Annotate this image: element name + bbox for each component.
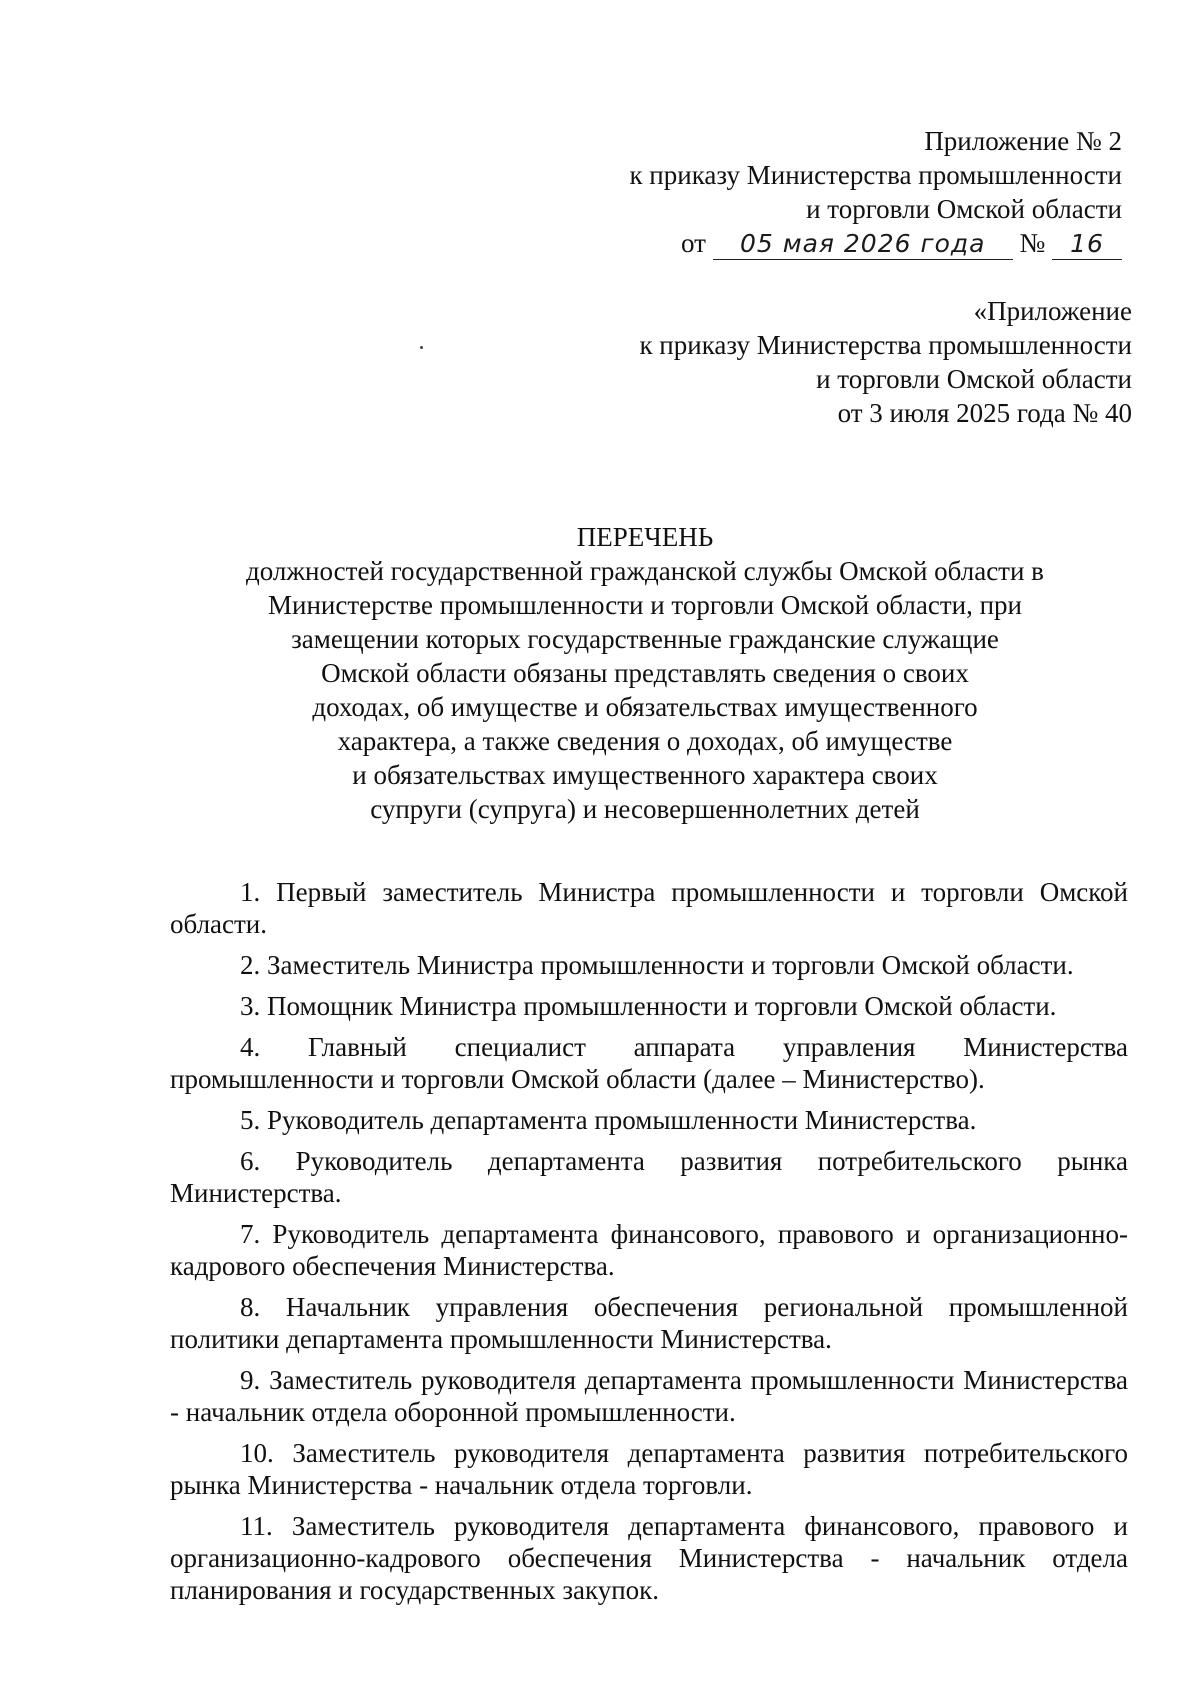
annex-line-3: и торговли Омской области: [806, 194, 1122, 224]
date-prefix: от: [681, 228, 706, 258]
quoted-annex-line-2: к приказу Министерства промышленности: [639, 330, 1132, 360]
title-line: и обязательствах имущественного характера своих: [352, 760, 938, 790]
position-item: 9. Заместитель руководителя департамента промышленности Министерства - начальник отдела оборонной промышленности.: [170, 1365, 1128, 1427]
position-item: 5. Руководитель департамента промышленности Министерства.: [240, 1105, 977, 1135]
annex-title: Приложение № 2: [924, 126, 1122, 156]
title-line: супруги (супруга) и несовершеннолетних детей: [370, 794, 920, 824]
handwritten-date: 05 мая 2026 года: [713, 229, 1013, 260]
document-heading: ПЕРЕЧЕНЬ: [576, 522, 714, 552]
position-item: 4. Главный специалист аппарата управления Министерства промышленности и торговли Омской области (далее – Министерство).: [170, 1032, 1128, 1094]
quoted-annex-line-3: и торговли Омской области: [816, 364, 1132, 394]
annex-line-2: к приказу Министерства промышленности: [629, 160, 1122, 190]
position-item: 3. Помощник Министра промышленности и торговли Омской области.: [240, 991, 1057, 1021]
position-item: 7. Руководитель департамента финансового, правового и организационно-кадрового обеспечения Министерства.: [170, 1219, 1128, 1281]
title-line: Омской области обязаны представлять сведения о своих: [321, 658, 969, 688]
title-line: характера, а также сведения о доходах, об имуществе: [337, 726, 953, 756]
positions-list: [170, 876, 1128, 1615]
title-line: замещении которых государственные гражданские служащие: [291, 624, 999, 654]
title-line: должностей государственной гражданской службы Омской области в: [246, 556, 1044, 586]
title-line: доходах, об имуществе и обязательствах имущественного: [312, 692, 978, 722]
number-prefix: №: [1019, 228, 1046, 258]
position-item: 8. Начальник управления обеспечения региональной промышленной политики департамента промышленности Министерства.: [170, 1292, 1128, 1354]
quoted-annex-title: «Приложение: [973, 296, 1132, 326]
position-item: 10. Заместитель руководителя департамента развития потребительского рынка Министерства - начальник отдела торговли.: [170, 1438, 1128, 1500]
handwritten-number: 16: [1052, 229, 1122, 260]
position-item: 11. Заместитель руководителя департамента финансового, правового и организационно-кадрового обеспечения Министерства - начальник отдела планирования и государственных закупок.: [170, 1511, 1128, 1605]
quoted-annex-line-4: от 3 июля 2025 года № 40: [837, 398, 1132, 428]
title-line: Министерстве промышленности и торговли Омской области, при: [268, 590, 1022, 620]
position-item: 2. Заместитель Министра промышленности и торговли Омской области.: [240, 950, 1074, 980]
position-item: 6. Руководитель департамента развития потребительского рынка Министерства.: [170, 1146, 1128, 1208]
scan-speck: [420, 346, 423, 349]
position-item: 1. Первый заместитель Министра промышленности и торговли Омской области.: [170, 877, 1128, 939]
annex-date-line: [681, 226, 1122, 260]
